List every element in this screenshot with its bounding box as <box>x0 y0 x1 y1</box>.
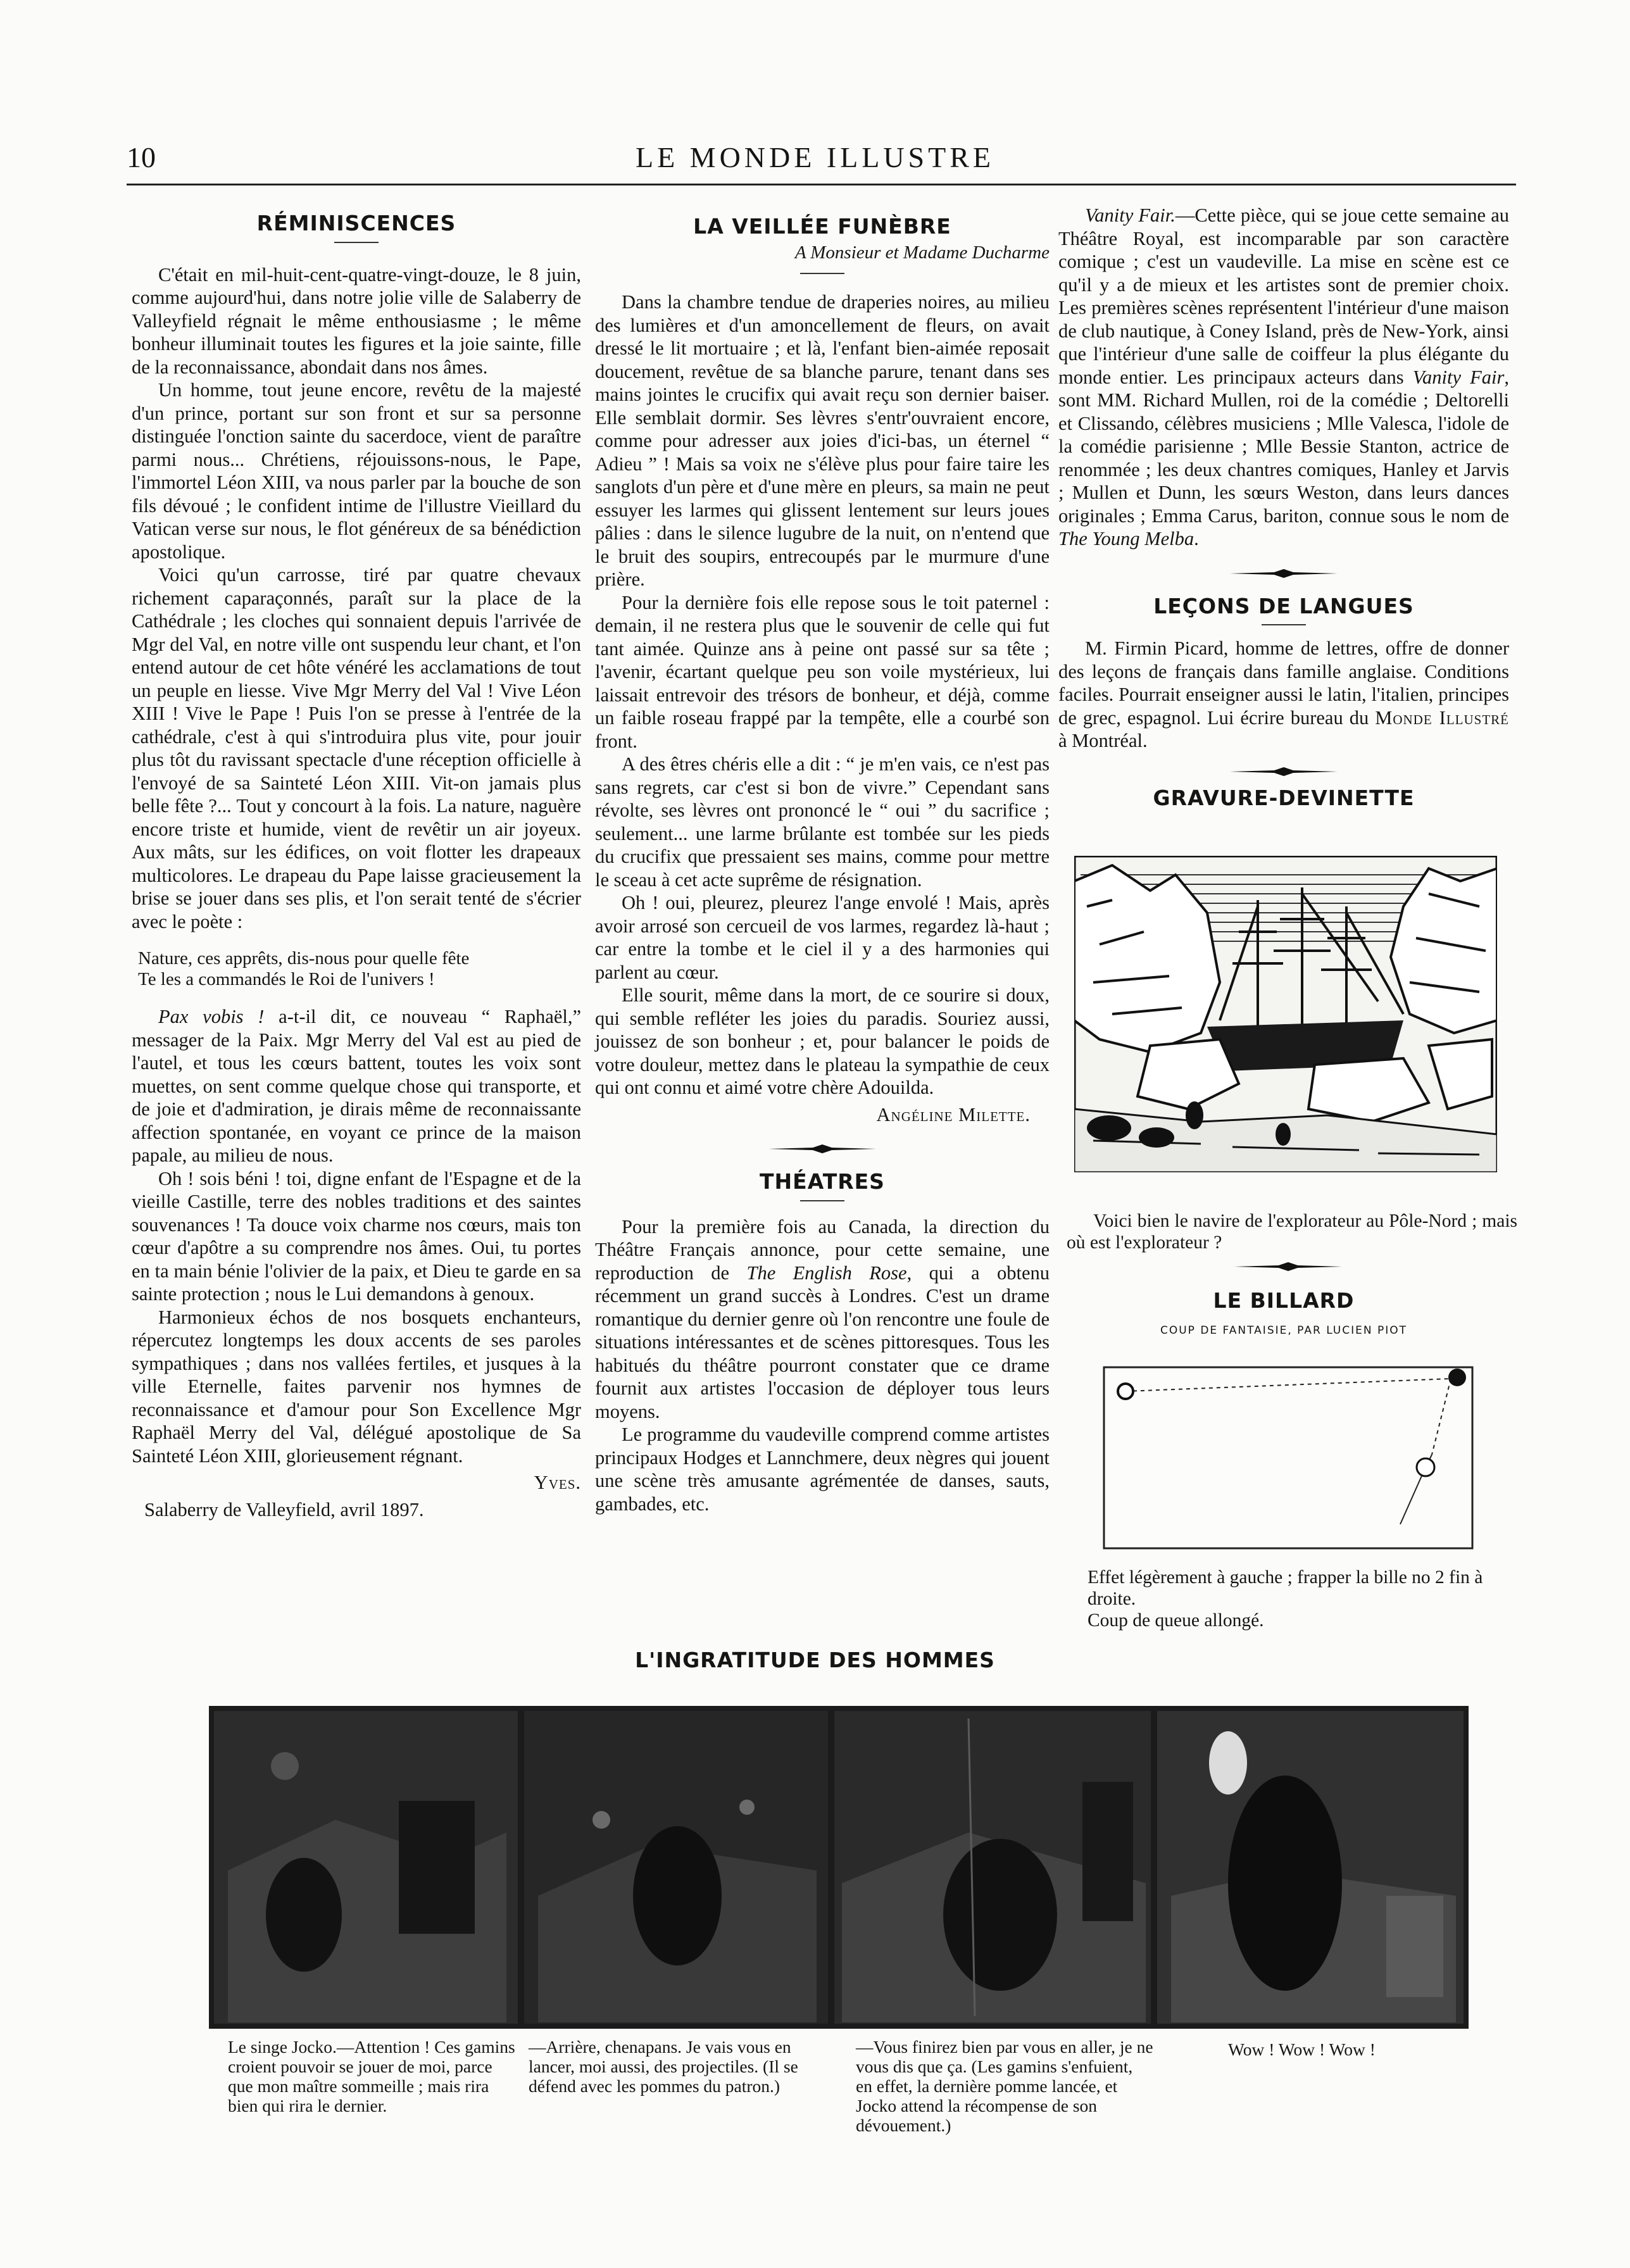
ornament-divider <box>1230 568 1338 579</box>
comic-caption-2: —Arrière, chenapans. Je vais vous en lancer, moi aussi, des projectiles. (Il se défend avec les pommes du patron.) <box>529 2037 798 2096</box>
billard-subtitle: COUP DE FANTAISIE, PAR LUCIEN PIOT <box>1160 1324 1408 1337</box>
gravure-caption: Voici bien le navire de l'explorateur au Pôle-Nord ; mais où est l'explorateur ? <box>1067 1211 1517 1253</box>
theatres-paragraph: Le programme du vaudeville comprend comme artistes principaux Hodges et Lannchmere, deux nègres qui jouent une scène très amusante agrémentée de danses, sauts, gambades, etc. <box>595 1424 1050 1515</box>
reminiscences-paragraph: Harmonieux échos de nos bosquets enchanteurs, répercutez longtemps les doux accents de ses paroles sympathiques ; dans nos vallées fertiles, et jusques à la ville Eternelle, faites parvenir nos hymnes de reconnaissance et d'amour pour Son Excellence Mgr Raphaël Merry del Val, délégué apostolique de Sa Sainteté Léon XIII, glorieusement régnant. <box>132 1306 581 1467</box>
ball-number-2 <box>1417 1458 1434 1476</box>
reminiscences-paragraph: C'était en mil-huit-cent-quatre-vingt-douze, le 8 juin, comme aujourd'hui, dans notre jolie ville de Salaberry de Valleyfield régnait le même enthousiasme ; le même bonheur illuminait toutes les figures et la joie sainte, fille de la reconnaissance, abondait dans nos âmes. <box>132 263 581 378</box>
column-right <box>1058 204 1509 816</box>
comic-panel-4 <box>1157 1711 1464 2024</box>
veillee-paragraph: Dans la chambre tendue de draperies noires, au milieu des lumières et d'un amoncellement de fleurs, on avait dressé le lit mortuaire ; et là, l'enfant bien-aimée reposait doucement, revêtue de sa blanche parure, tenant dans ses mains jointes le crucifix qui avait reçu son dernier baiser. Elle semblait dormir. Ses lèvres s'entr'ouvraient encore, comme pour adresser aux joies d'ici-bas, un éternel “ Adieu ” ! Mais sa voix ne s'élève plus pour faire taire les sanglots d'un père et d'une mère en pleurs, sa main ne peut essuyer les larmes qui glissent lentement sur leurs joues pâlies : dans le silence lugubre de la nuit, on n'entend que le bruit des soupirs, entrecoupés par le murmure d'une prière. <box>595 291 1050 590</box>
author-signature: Angéline Milette. <box>876 1103 1031 1125</box>
ornament-divider <box>768 1144 876 1154</box>
veillee-paragraph: Pour la dernière fois elle repose sous le toit paternel : demain, il ne restera plus que le souvenir de celle qui fut tant aimée. Quinze ans à peine ont passé sur sa tête ; l'avenir, écartant quelque peu son voile mystérieux, lui laissait entrevoir des trésors de bonheur, et déjà, comme un faible roseau frappé par la tempête, elle a courbé son front. <box>595 591 1050 752</box>
veillee-paragraph: Oh ! oui, pleurez, pleurez l'ange envolé ! Mais, après avoir arrosé son cercueil de vos larmes, regardez là-haut ; car entre la tombe et le ciel il y a des harmonies qui parlent au cœur. <box>595 892 1050 983</box>
ingratitude-title: L'INGRATITUDE DES HOMMES <box>635 1648 995 1672</box>
billard-caption <box>1088 1567 1518 1631</box>
billard-caption-line: Effet légèrement à gauche ; frapper la bille no 2 fin à droite. <box>1088 1567 1483 1609</box>
billard-caption-line: Coup de queue allongé. <box>1088 1610 1264 1631</box>
title-rule <box>334 242 379 243</box>
reminiscences-paragraph: Voici qu'un carrosse, tiré par quatre chevaux richement caparaçonnés, paraît sur la place de la Cathédrale ; les cloches qui sonnaient depuis l'arrivée de Mgr del Val, en notre ville ont suspendu leur chant, et l'on entend autour de cet hôte vénéré les acclamations de tout un peuple en liesse. Vive Mgr Merry del Val ! Vive Léon XIII ! Vive le Pape ! Puis l'on se presse à l'entrée de la cathédrale, c'est à qui s'introduira plus vite, pour jouir plus tôt du ravissant spectacle d'une réception officielle à l'envoyé de sa Sainteté Léon XIII. Vit-on jamais plus belle fête ?... Tout y concourt à la fois. La nature, naguère encore triste et humide, vient de revêtir un air joyeux. Aux mâts, sur les édifices, on voit flotter les drapeaux multicolores. Le drapeau du Pape laisse gracieusement la brise se jouer dans ses plis, et l'on serait tenté de s'écrier avec le poète : <box>132 564 581 932</box>
title-rule <box>800 273 844 274</box>
veillee-title: LA VEILLÉE FUNÈBRE <box>693 214 951 239</box>
column-middle <box>595 215 1050 1515</box>
comic-panel-2 <box>524 1711 828 2024</box>
poem-line: Nature, ces apprêts, dis-nous pour quelle fête <box>138 948 470 968</box>
black-ball <box>1448 1369 1466 1386</box>
theatres-title: THÉATRES <box>760 1169 885 1194</box>
lecons-paragraph: M. Firmin Picard, homme de lettres, offre de donner des leçons de français dans famille anglaise. Conditions faciles. Pourrait enseigner aussi le latin, l'italien, principes de grec, espagnol. Lui écrire bureau du Monde Illustré à Montréal. <box>1058 637 1509 751</box>
author-signature: Yves. <box>534 1472 581 1493</box>
billard-title: LE BILLARD <box>1213 1288 1355 1313</box>
page-number: 10 <box>127 141 156 173</box>
comic-caption-3: —Vous finirez bien par vous en aller, je ne vous dis que ça. (Les gamins s'enfuient, en effet, la dernière pomme lancée, et Jocko attend la récompense de son dévouement.) <box>856 2037 1153 2135</box>
comic-strip <box>209 1706 1469 2029</box>
reminiscences-paragraph: Un homme, tout jeune encore, revêtu de la majesté d'un prince, portant sur son front et sur sa personne distinguée l'onction sainte du sacerdoce, vient de paraître parmi nous... Chrétiens, réjouissons-nous, le Pape, l'immortel Léon XIII, va nous parler par la bouche de son fils dévoué ; le confident intime de l'illustre Vieillard du Vatican verse sur nous, le flot généreux de sa bénédiction apostolique. <box>132 379 581 563</box>
reminiscences-paragraph: Oh ! sois béni ! toi, digne enfant de l'Espagne et de la vieille Castille, terre des nobles traditions et des saintes souvenances ! Ta douce voix charme nos cœurs, mais ton cœur d'apôtre a su comprendre nos âmes. Oui, tu portes en ta main bénie l'olivier de la paix, et Dieu te garde en sa sainte protection ; nous le Lui demandons à genoux. <box>132 1167 581 1305</box>
poem-line: Te les a commandés le Roi de l'univers ! <box>138 969 435 989</box>
header-rule <box>127 184 1516 185</box>
title-rule <box>800 1200 844 1201</box>
dateline: Salaberry de Valleyfield, avril 1897. <box>144 1498 424 1520</box>
billard-section <box>1058 1288 1509 1337</box>
comic-caption-4: Wow ! Wow ! Wow ! <box>1228 2039 1376 2059</box>
vanity-paragraph: Vanity Fair.—Cette pièce, qui se joue cette semaine au Théâtre Royal, est incomparable par son caractère comique ; c'est un vaudeville. La mise en scène est ce qu'il y a de mieux et les artistes sont de premier choix. Les premières scènes représentent l'intérieur d'une maison de club nautique, à Coney Island, près de New-York, ainsi que l'intérieur d'une salle de coiffeur la plus élégante du monde entier. Les principaux acteurs dans Vanity Fair, sont MM. Richard Mullen, roi de la comédie ; Deltorelli et Clissando, célèbres musiciens ; Mlle Valesca, l'idole de la comédie parisienne ; Mlle Bessie Stanton, actrice de renommée ; les deux chantres comiques, Hanley et Jarvis ; Mullen et Dunn, les sœurs Weston, dans leurs dances originales ; Emma Carus, bariton, connue sous le nom de The Young Melba. <box>1058 204 1509 549</box>
comic-panel-1 <box>214 1711 518 2024</box>
latin-phrase: Pax vobis ! <box>158 1006 265 1027</box>
masthead-title: LE MONDE ILLUSTRE <box>635 141 995 173</box>
theatres-paragraph: Pour la première fois au Canada, la direction du Théâtre Français annonce, pour cette semaine, une reproduction de The English Rose, qui a obtenu récemment un grand succès à Londres. C'est un drame romantique du dernier genre où l'on rencontre une foule de situations intéressantes et de scènes pittoresques. Tous les habitués du théâtre pourront constater que ce drame fournit aux artistes l'occasion de déployer tous leurs moyens. <box>595 1215 1050 1422</box>
comic-caption-1: Le singe Jocko.—Attention ! Ces gamins croient pouvoir se jouer de moi, parce que mon maître sommeille ; mais rira bien qui rira le dernier. <box>228 2037 515 2115</box>
billiard-diagram <box>1103 1366 1474 1550</box>
reminiscences-title: RÉMINISCENCES <box>256 211 456 235</box>
comic-panel-3 <box>834 1711 1151 2024</box>
reminiscences-paragraph: Pax vobis ! a-t-il dit, ce nouveau “ Raphaël,” messager de la Paix. Mgr Merry del Val est au pied de l'autel, et tous les cœurs battent, toutes les voix sont muettes, on sent comme quelque chose qui transporte, et de joie et d'admiration, je dirais même de reconnaissante affection spontanée, en voyant ce prince de la maison papale, au milieu de nous. <box>132 1006 581 1166</box>
ornament-divider <box>1230 767 1338 777</box>
column-reminiscences <box>132 212 581 1521</box>
lecons-title: LEÇONS DE LANGUES <box>1153 593 1414 618</box>
cue-ball <box>1118 1384 1133 1399</box>
poem-quote <box>138 948 581 990</box>
title-rule <box>1262 624 1306 625</box>
comic-strip-drawing <box>209 1706 1469 2029</box>
engraving-drawing <box>1074 856 1497 1172</box>
veillee-paragraph: A des êtres chéris elle a dit : “ je m'en vais, ce n'est pas sans regrets, car c'est si bon de vivre.” Cependant sans révolte, ses lèvres ont prononcé le “ oui ” du sacrifice ; seulement... une larme brûlante est tombée sur les pieds du crucifix que pressaient ses mains, comme pour mettre le sceau à cet acte suprême de résignation. <box>595 753 1050 891</box>
ingratitude-header <box>0 1648 1630 1679</box>
veillee-paragraph: Elle sourit, même dans la mort, de ce sourire si doux, qui semble refléter les joies du paradis. Souriez aussi, jouissez de son bonheur ; et, pour balancer le poids de votre douleur, mettez dans le plateau la sympathie de ceux qui ont connu et aimé votre chère Adouilda. <box>595 984 1050 1098</box>
gravure-title: GRAVURE-DEVINETTE <box>1153 785 1415 810</box>
dedication: A Monsieur et Madame Ducharme <box>794 242 1050 263</box>
polar-ship-engraving <box>1074 856 1497 1172</box>
ornament-divider <box>1234 1262 1342 1272</box>
